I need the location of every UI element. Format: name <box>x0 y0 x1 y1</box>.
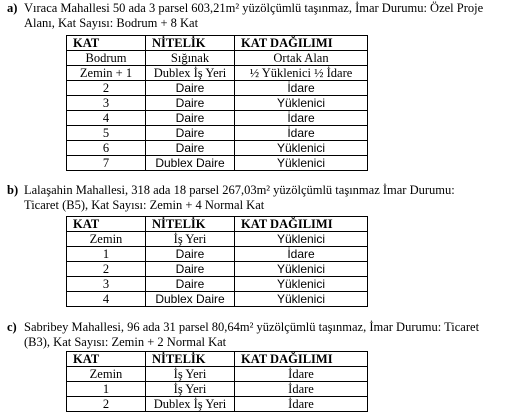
cell-kat: Zemin + 1 <box>67 66 146 81</box>
cell-dagilim: İdare <box>235 382 368 397</box>
cell-nitelik: Daire <box>146 96 235 111</box>
cell-nitelik: Dublex Daire <box>146 156 235 171</box>
cell-nitelik: Daire <box>146 81 235 96</box>
table-row <box>67 51 368 66</box>
table-row <box>67 156 368 171</box>
cell-dagilim: İdare <box>235 247 368 262</box>
cell-kat: 3 <box>67 96 146 111</box>
cell-nitelik: Dublex İş Yeri <box>146 66 235 81</box>
table-row <box>67 232 368 247</box>
cell-kat: 5 <box>67 126 146 141</box>
cell-nitelik: Daire <box>146 277 235 292</box>
section-b-letter: b) <box>7 183 19 197</box>
cell-dagilim: İdare <box>235 126 368 141</box>
cell-nitelik: Daire <box>146 247 235 262</box>
header-nitelik: NİTELİK <box>146 352 235 367</box>
table-row <box>67 292 368 307</box>
cell-nitelik: Dublex Daire <box>146 292 235 307</box>
header-kat-dagilimi: KAT DAĞILIMI <box>235 217 368 232</box>
table-row <box>67 247 368 262</box>
section-b-line1: Lalaşahin Mahallesi, 318 ada 18 parsel 267,03m² yüzölçümlü taşınmaz İmar Durumu: <box>24 183 455 197</box>
section-a-line2: Alanı, Kat Sayısı: Bodrum + 8 Kat <box>24 16 199 30</box>
cell-nitelik: Daire <box>146 262 235 277</box>
table-header-row <box>67 352 368 367</box>
cell-nitelik: İş Yeri <box>146 367 235 382</box>
cell-kat: 4 <box>67 292 146 307</box>
cell-dagilim: Yüklenici <box>235 141 368 156</box>
table-row <box>67 66 368 81</box>
cell-kat: 3 <box>67 277 146 292</box>
cell-kat: Zemin <box>67 232 146 247</box>
cell-dagilim: İdare <box>235 111 368 126</box>
header-nitelik: NİTELİK <box>146 36 235 51</box>
header-kat: KAT <box>67 352 146 367</box>
section-a-description <box>0 1 509 31</box>
cell-dagilim: İdare <box>235 367 368 382</box>
table-row <box>67 96 368 111</box>
section-b-table <box>66 216 368 307</box>
cell-nitelik: Daire <box>146 111 235 126</box>
section-a-letter: a) <box>7 1 18 15</box>
table-row <box>67 262 368 277</box>
header-kat: KAT <box>67 36 146 51</box>
cell-dagilim: Yüklenici <box>235 96 368 111</box>
cell-dagilim: İdare <box>235 81 368 96</box>
cell-kat: 7 <box>67 156 146 171</box>
section-c-letter: c) <box>7 320 17 334</box>
table-row <box>67 277 368 292</box>
header-kat-dagilimi: KAT DAĞILIMI <box>235 36 368 51</box>
cell-nitelik: Dublex İş Yeri <box>146 397 235 412</box>
section-b-description <box>0 183 509 213</box>
table-row <box>67 382 368 397</box>
header-kat: KAT <box>67 217 146 232</box>
cell-nitelik: İş Yeri <box>146 232 235 247</box>
table-header-row <box>67 217 368 232</box>
table-header-row <box>67 36 368 51</box>
cell-dagilim: Yüklenici <box>235 232 368 247</box>
section-c-table <box>66 351 368 412</box>
cell-kat: 2 <box>67 81 146 96</box>
section-c-line2: (B3), Kat Sayısı: Zemin + 2 Normal Kat <box>24 335 227 349</box>
header-nitelik: NİTELİK <box>146 217 235 232</box>
cell-dagilim: Ortak Alan <box>235 51 368 66</box>
table-row <box>67 126 368 141</box>
cell-dagilim: Yüklenici <box>235 277 368 292</box>
cell-nitelik: Sığınak <box>146 51 235 66</box>
section-c-line1: Sabribey Mahallesi, 96 ada 31 parsel 80,64m² yüzölçümlü taşınmaz, İmar Durumu: Ticaret <box>24 320 480 334</box>
cell-kat: 1 <box>67 247 146 262</box>
section-b <box>0 183 509 306</box>
section-b-line2: Ticaret (B5), Kat Sayısı: Zemin + 4 Normal Kat <box>24 198 265 212</box>
cell-dagilim: İdare <box>235 397 368 412</box>
cell-nitelik: Daire <box>146 126 235 141</box>
table-row <box>67 397 368 412</box>
section-c-description <box>0 320 509 350</box>
table-row <box>67 81 368 96</box>
section-a-line1: Vıraca Mahallesi 50 ada 3 parsel 603,21m² yüzölçümlü taşınmaz, İmar Durumu: Özel Proje <box>24 1 484 15</box>
cell-kat: 2 <box>67 397 146 412</box>
cell-dagilim: Yüklenici <box>235 292 368 307</box>
cell-nitelik: Daire <box>146 141 235 156</box>
cell-kat: 4 <box>67 111 146 126</box>
section-c <box>0 320 509 411</box>
cell-kat: 2 <box>67 262 146 277</box>
table-row <box>67 141 368 156</box>
section-a-table <box>66 35 368 171</box>
table-row <box>67 367 368 382</box>
cell-kat: 1 <box>67 382 146 397</box>
section-a <box>0 1 509 170</box>
cell-nitelik: İş Yeri <box>146 382 235 397</box>
cell-dagilim: Yüklenici <box>235 262 368 277</box>
cell-dagilim: Yüklenici <box>235 156 368 171</box>
table-row <box>67 111 368 126</box>
cell-kat: 6 <box>67 141 146 156</box>
header-kat-dagilimi: KAT DAĞILIMI <box>235 352 368 367</box>
cell-kat: Bodrum <box>67 51 146 66</box>
cell-dagilim: ½ Yüklenici ½ İdare <box>235 66 368 81</box>
cell-kat: Zemin <box>67 367 146 382</box>
